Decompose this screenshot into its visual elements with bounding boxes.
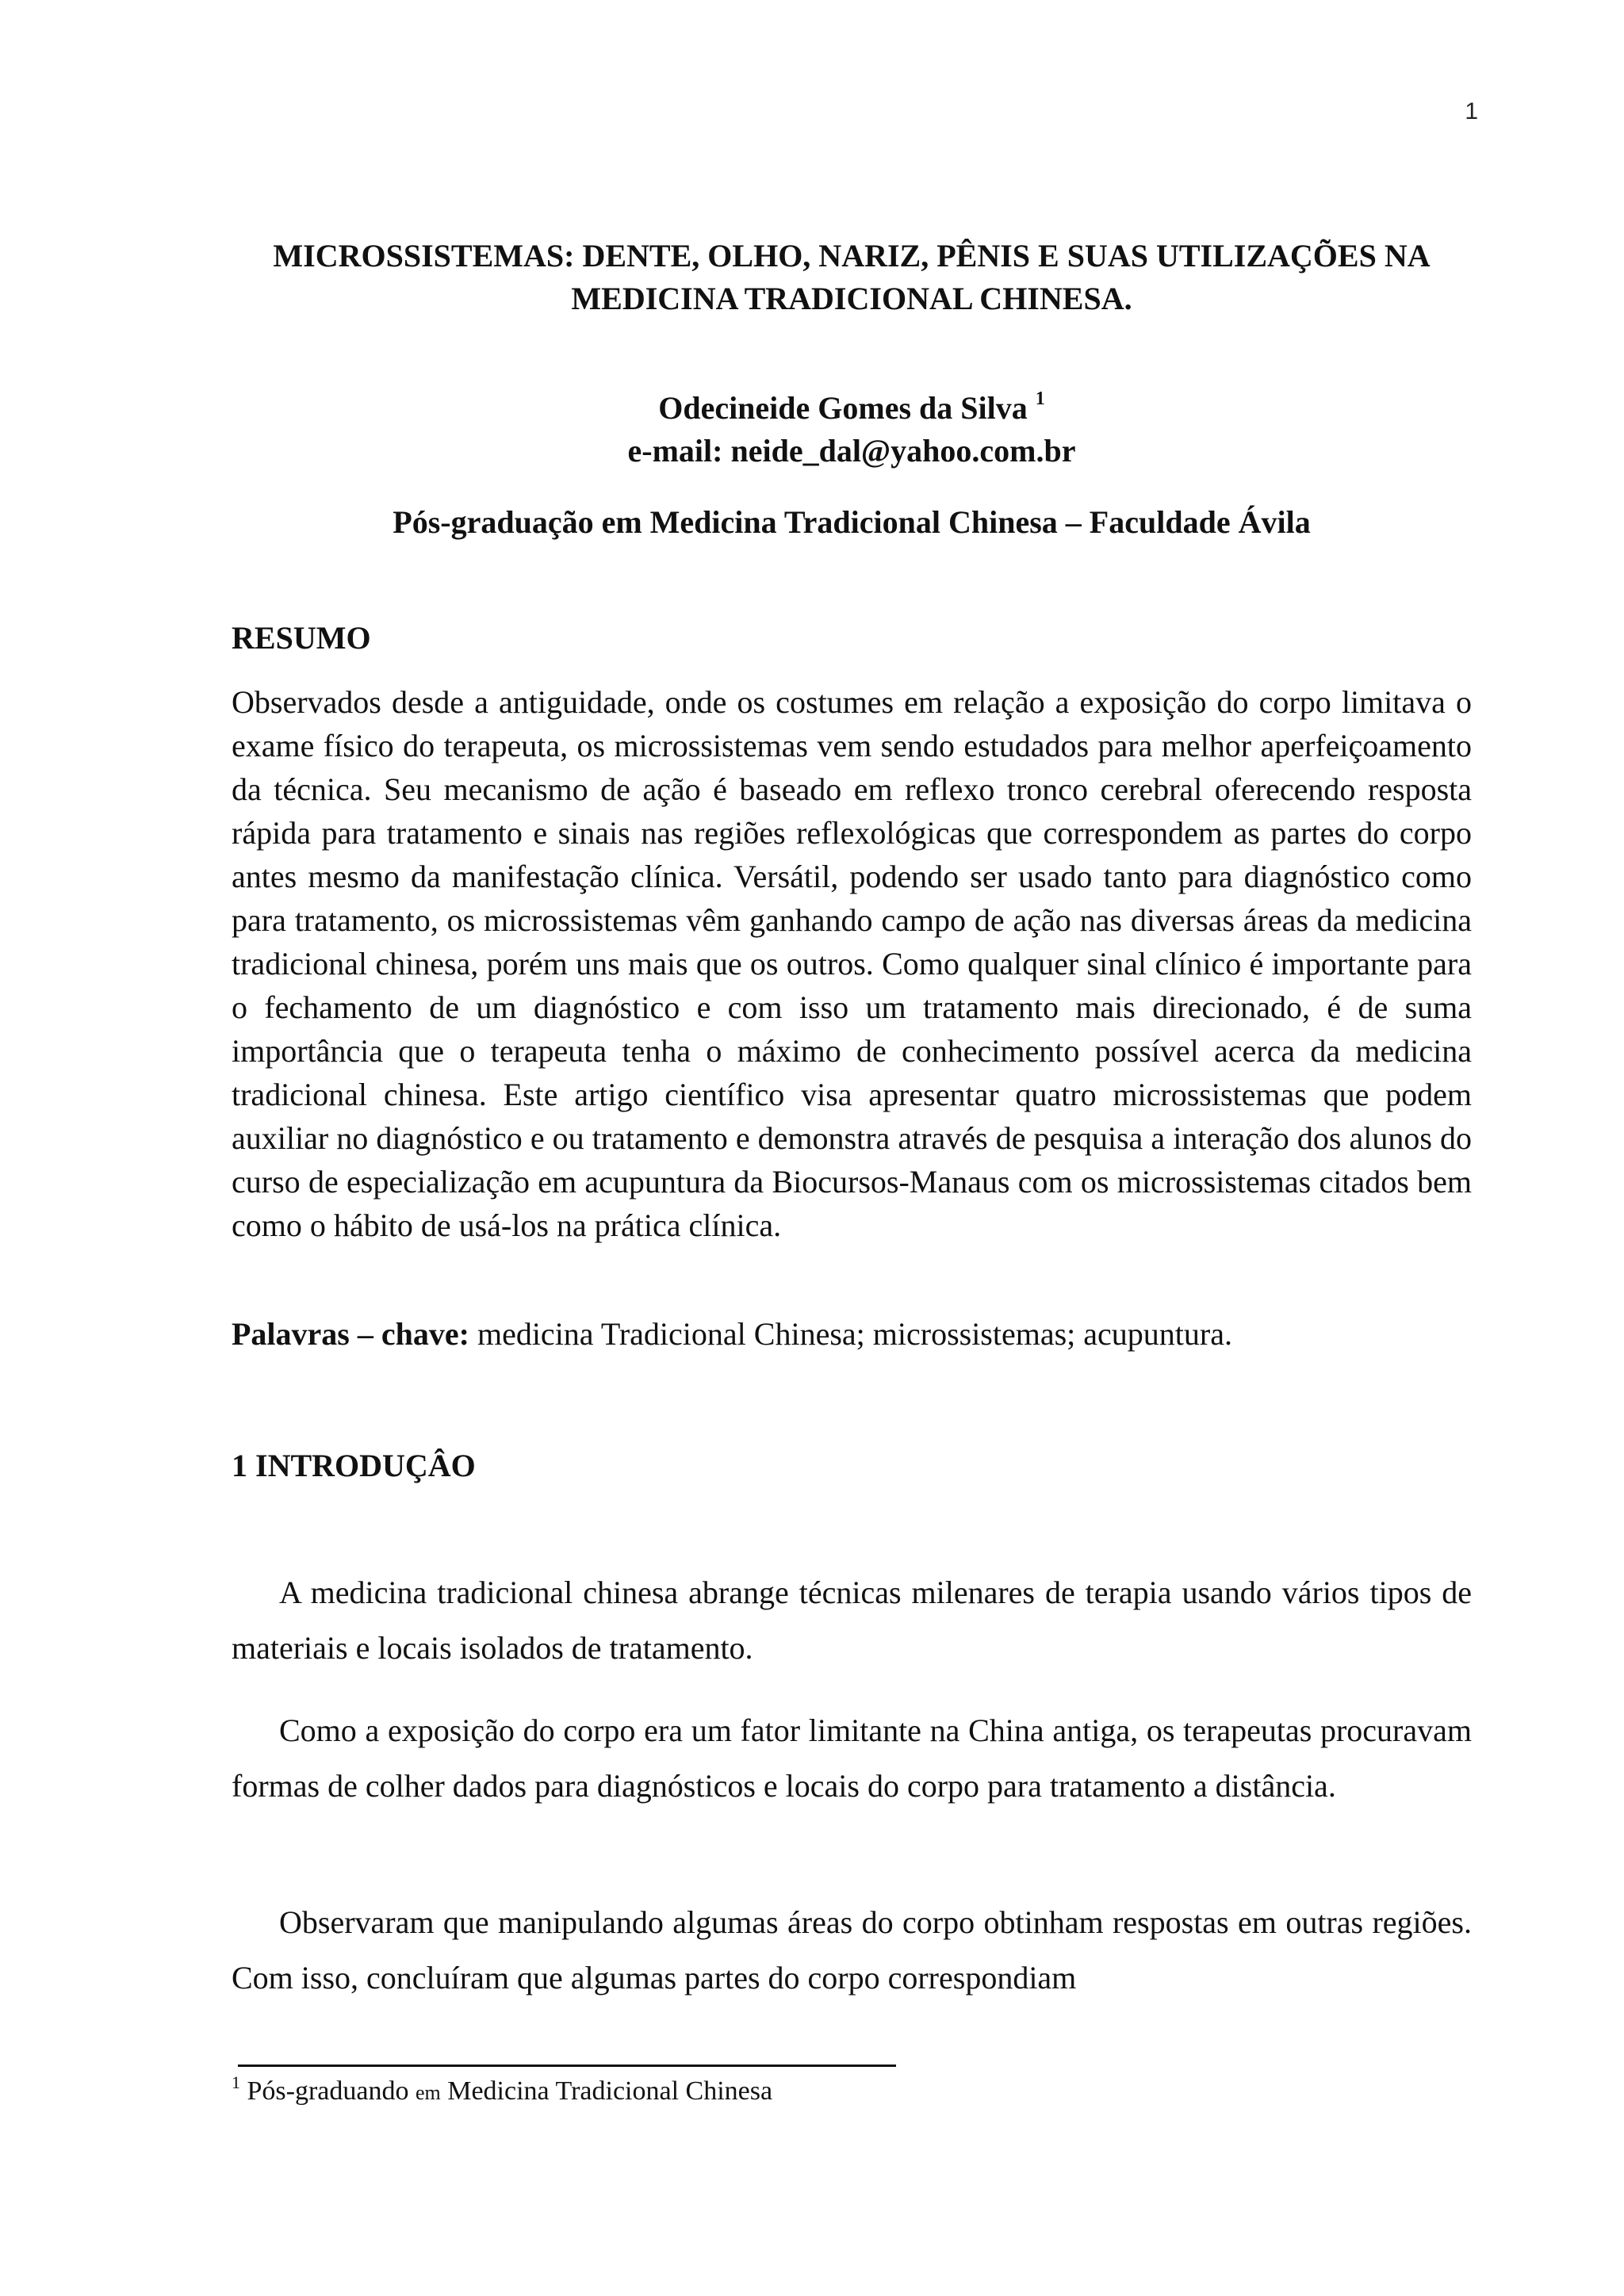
- footnote: [232, 2072, 772, 2112]
- intro-paragraph-2: Como a exposição do corpo era um fator limitante na China antiga, os terapeutas procuravam formas de colher dados para diagnósticos e locais do corpo para tratamento a distância.: [232, 1712, 1472, 1804]
- introduction-heading: 1 INTRODUÇÂO: [232, 1448, 476, 1483]
- keywords-list: medicina Tradicional Chinesa; microssistemas; acupuntura.: [469, 1316, 1232, 1352]
- intro-paragraph-1: A medicina tradicional chinesa abrange técnicas milenares de terapia usando vários tipos de materiais e locais isolados de tratamento.: [232, 1575, 1472, 1666]
- footnote-separator: [238, 2064, 896, 2067]
- author-email: e-mail: neide_dal@yahoo.com.br: [627, 433, 1076, 469]
- abstract-text: Observados desde a antiguidade, onde os costumes em relação a exposição do corpo limitava o exame físico do terapeuta, os microssistemas vem sendo estudados para melhor aperfeiçoamento da técnica. Seu mecanismo de ação é baseado em reflexo tronco cerebral oferecendo resposta rápida para tratamento e sinais nas regiões reflexológicas que correspondem as partes do corpo antes mesmo da manifestação clínica. Versátil, podendo ser usado tanto para diagnóstico como para tratamento, os microssistemas vêm ganhando campo de ação nas diversas áreas da medicina tradicional chinesa, porém uns mais que os outros. Como qualquer sinal clínico é importante para o fechamento de um diagnóstico e com isso um tratamento mais direcionado, é de suma importância que o terapeuta tenha o máximo de conhecimento possível acerca da medicina tradicional chinesa. Este artigo científico visa apresentar quatro microssistemas que podem auxiliar no diagnóstico e ou tratamento e demonstra através de pesquisa a interação dos alunos do curso de especialização em acupuntura da Biocursos-Manaus com os microssistemas citados bem como o hábito de usá-los na prática clínica.: [232, 684, 1472, 1243]
- paper-title: [232, 235, 1472, 320]
- title-line-2: MEDICINA TRADICIONAL CHINESA.: [571, 281, 1132, 316]
- page-number: 1: [1465, 98, 1478, 124]
- title-line-1: MICROSSISTEMAS: DENTE, OLHO, NARIZ, PÊNIS E SUAS UTILIZAÇÕES NA: [273, 238, 1431, 274]
- author-footnote-mark: 1: [1035, 388, 1045, 409]
- author-block: [232, 387, 1472, 473]
- footnote-text-b: Medicina Tradicional Chinesa: [447, 2076, 773, 2106]
- footnote-mark: 1: [232, 2072, 240, 2092]
- abstract-heading: RESUMO: [232, 620, 371, 656]
- footnote-text-small: em: [415, 2081, 441, 2104]
- keywords-label: Palavras – chave:: [232, 1316, 469, 1352]
- intro-paragraph-3: Observaram que manipulando algumas áreas do corpo obtinham respostas em outras regiões. Com isso, concluíram que algumas partes do corpo correspondiam: [232, 1904, 1472, 1996]
- keywords: [232, 1313, 1472, 1356]
- footnote-text-a: Pós-graduando: [247, 2076, 409, 2106]
- affiliation: Pós-graduação em Medicina Tradicional Chinesa – Faculdade Ávila: [393, 504, 1311, 540]
- author-name: Odecineide Gomes da Silva: [658, 390, 1028, 426]
